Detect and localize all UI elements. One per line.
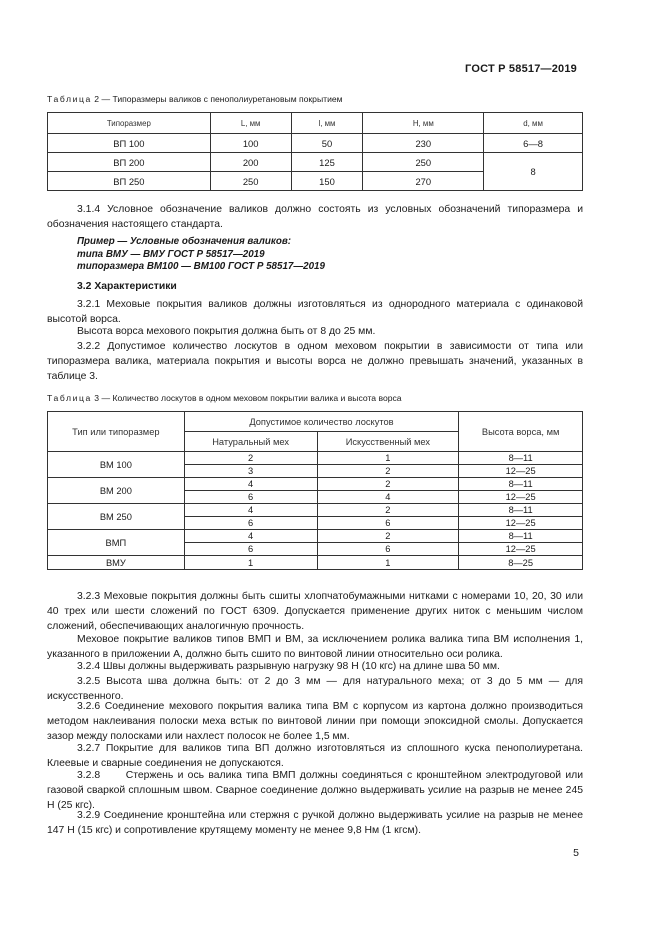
- example-line: типоразмера ВМ100 — ВМ100 ГОСТ Р 58517—2019: [77, 261, 325, 272]
- table-cell: 12—25: [459, 465, 583, 478]
- paragraph-3-2-8: [47, 768, 586, 814]
- table-cell: 1: [184, 556, 317, 570]
- table-cell: 50: [291, 134, 363, 153]
- paragraph-text: 3.2.7 Покрытие для валиков типа ВП должно изготовляться из сплошного куска пенополиуретана. Клеевые и сварные соединения не допускаются.: [47, 743, 583, 770]
- paragraph-3-2-1: [47, 297, 583, 327]
- section-heading: 3.2 Характеристики: [77, 281, 177, 292]
- table-cell: 125: [291, 153, 363, 172]
- table-cell: 2: [184, 452, 317, 465]
- table-row: [48, 530, 583, 543]
- table-cell: 6: [317, 543, 459, 556]
- paragraph-text: 3.2.4 Швы должны выдерживать разрывную нагрузку 98 Н (10 кгс) на длине шва 50 мм.: [77, 661, 500, 672]
- table-cell: 270: [363, 172, 484, 191]
- table2-caption: [47, 94, 343, 104]
- t3-header-artificial: Искусственный мех: [317, 432, 459, 452]
- table-cell: 4: [184, 504, 317, 517]
- table2-caption-text: 2 — Типоразмеры валиков с пенополиуретановым покрытием: [94, 94, 343, 104]
- t3-header-group: Допустимое количество лоскутов: [184, 412, 459, 432]
- table-cell: 2: [317, 530, 459, 543]
- table-cell: 6: [184, 491, 317, 504]
- t3-header-pile: Высота ворса, мм: [459, 412, 583, 452]
- table-cell: 12—25: [459, 517, 583, 530]
- paragraph-3-2-6: [47, 699, 583, 745]
- table-cell: 8—11: [459, 530, 583, 543]
- paragraph-text: 3.2.6 Соединение мехового покрытия валика типа ВМ с корпусом из картона должно производиться методом наклеивания полоски меха встык по винтовой линии при помощи эпоксидной смолы. Допускается зазор между полосками или нахлест полосок не более 1,5 мм.: [47, 701, 583, 743]
- table-cell: 4: [184, 530, 317, 543]
- paragraph-3-2-3: [47, 589, 583, 635]
- table3-caption-prefix: Таблица: [47, 393, 92, 403]
- paragraph-text: 3.2.2 Допустимое количество лоскутов в одном меховом покрытии в зависимости от типа или типоразмера валика, материала покрытия и высоты ворса не должно превышать значений, указанных в таблице 3.: [47, 341, 583, 383]
- table-row: [48, 478, 583, 491]
- table-cell: ВП 100: [48, 134, 211, 153]
- table-cell: ВМ 200: [48, 478, 185, 504]
- document-id: ГОСТ Р 58517—2019: [465, 63, 577, 75]
- t2-header-L: L, мм: [210, 113, 291, 134]
- table-cell: 100: [210, 134, 291, 153]
- table-2: [47, 112, 583, 191]
- table-cell: 6: [184, 517, 317, 530]
- table-cell: ВМ 250: [48, 504, 185, 530]
- table3-caption-text: 3 — Количество лоскутов в одном меховом покрытии валика и высота ворса: [94, 393, 402, 403]
- paragraph-3-2-4: [47, 659, 583, 674]
- table-row: [48, 556, 583, 570]
- table-row: [48, 452, 583, 465]
- table-row: [48, 504, 583, 517]
- page-number: 5: [573, 847, 579, 859]
- paragraph-text: Меховое покрытие валиков типов ВМП и ВМ, за исключением ролика валика типа ВМ исполнения 1, указанного в приложении А, должно быть сшито по винтовой линии относительно оси ролика.: [47, 634, 583, 661]
- table-cell: 250: [210, 172, 291, 191]
- paragraph-text: 3.2.3 Меховые покрытия должны быть сшиты хлопчатобумажными нитками с номерами 10, 20, 30 или 40 трех или шести сложений по ГОСТ 6309. Допускается применение других ниток с меньшим числом сложений, обеспечивающих аналогичную прочность.: [47, 591, 583, 633]
- table-cell: ВМП: [48, 530, 185, 556]
- table2-caption-prefix: Таблица: [47, 94, 92, 104]
- table-cell: ВП 200: [48, 153, 211, 172]
- table-cell: 8: [484, 153, 583, 191]
- table-cell: 150: [291, 172, 363, 191]
- table-cell: 8—11: [459, 478, 583, 491]
- paragraph-3-2-9: [47, 808, 583, 838]
- table-cell: 230: [363, 134, 484, 153]
- table-cell: ВП 250: [48, 172, 211, 191]
- table-cell: 6—8: [484, 134, 583, 153]
- paragraph-3-2-7: [47, 741, 583, 771]
- paragraph-text: Высота ворса мехового покрытия должна быть от 8 до 25 мм.: [77, 326, 376, 337]
- table-row: [48, 134, 583, 153]
- example-title: Пример — Условные обозначения валиков:: [77, 236, 291, 247]
- paragraph-3-2-3-b: [47, 632, 583, 662]
- table-cell: 200: [210, 153, 291, 172]
- t3-header-type: Тип или типоразмер: [48, 412, 185, 452]
- table-cell: 6: [184, 543, 317, 556]
- t3-header-natural: Натуральный мех: [184, 432, 317, 452]
- table-cell: 12—25: [459, 491, 583, 504]
- table-cell: 1: [317, 452, 459, 465]
- table-cell: 4: [317, 491, 459, 504]
- paragraph-3-2-2: [47, 339, 583, 385]
- table-cell: 6: [317, 517, 459, 530]
- table-cell: 8—25: [459, 556, 583, 570]
- table-row: [48, 153, 583, 172]
- table-cell: 2: [317, 478, 459, 491]
- table-cell: 8—11: [459, 504, 583, 517]
- t2-header-l: l, мм: [291, 113, 363, 134]
- paragraph-text: 3.2.1 Меховые покрытия валиков должны изготовляться из однородного материала с одинаковой высотой ворса.: [47, 299, 583, 326]
- table-cell: ВМ 100: [48, 452, 185, 478]
- table-cell: 2: [317, 465, 459, 478]
- paragraph-text: 3.1.4 Условное обозначение валиков должно состоять из условных обозначений типоразмера и обозначения настоящего стандарта.: [47, 204, 583, 231]
- paragraph-3-2-1-b: [47, 324, 583, 339]
- table-cell: 2: [317, 504, 459, 517]
- example-block: [77, 236, 325, 274]
- table3-caption: [47, 393, 402, 403]
- paragraph-text: 3.2.8 Стержень и ось валика типа ВМП должны соединяться с кронштейном электродуговой или газовой сваркой сплошным швом. Сварное соединение должно выдерживать усилие на разрыв не менее 245 Н (25 кгс).: [47, 770, 586, 812]
- example-line: типа ВМУ — ВМУ ГОСТ Р 58517—2019: [77, 248, 265, 260]
- table-cell: 250: [363, 153, 484, 172]
- table-cell: 3: [184, 465, 317, 478]
- t2-header-H: H, мм: [363, 113, 484, 134]
- paragraph-text: 3.2.5 Высота шва должна быть: от 2 до 3 мм — для натурального меха; от 3 до 5 мм — для искусственного.: [47, 676, 583, 703]
- paragraph-3-1-4: [47, 202, 583, 232]
- t2-header-d: d, мм: [484, 113, 583, 134]
- table-cell: ВМУ: [48, 556, 185, 570]
- t2-header-size: Типоразмер: [48, 113, 211, 134]
- table-cell: 12—25: [459, 543, 583, 556]
- table-3: [47, 411, 583, 570]
- table-cell: 8—11: [459, 452, 583, 465]
- table-cell: 1: [317, 556, 459, 570]
- table-cell: 4: [184, 478, 317, 491]
- paragraph-text: 3.2.9 Соединение кронштейна или стержня с ручкой должно выдерживать усилие на разрыв не менее 147 Н (15 кгс) и сопротивление крутящему моменту не менее 9,8 Нм (1 кгсм).: [47, 810, 583, 837]
